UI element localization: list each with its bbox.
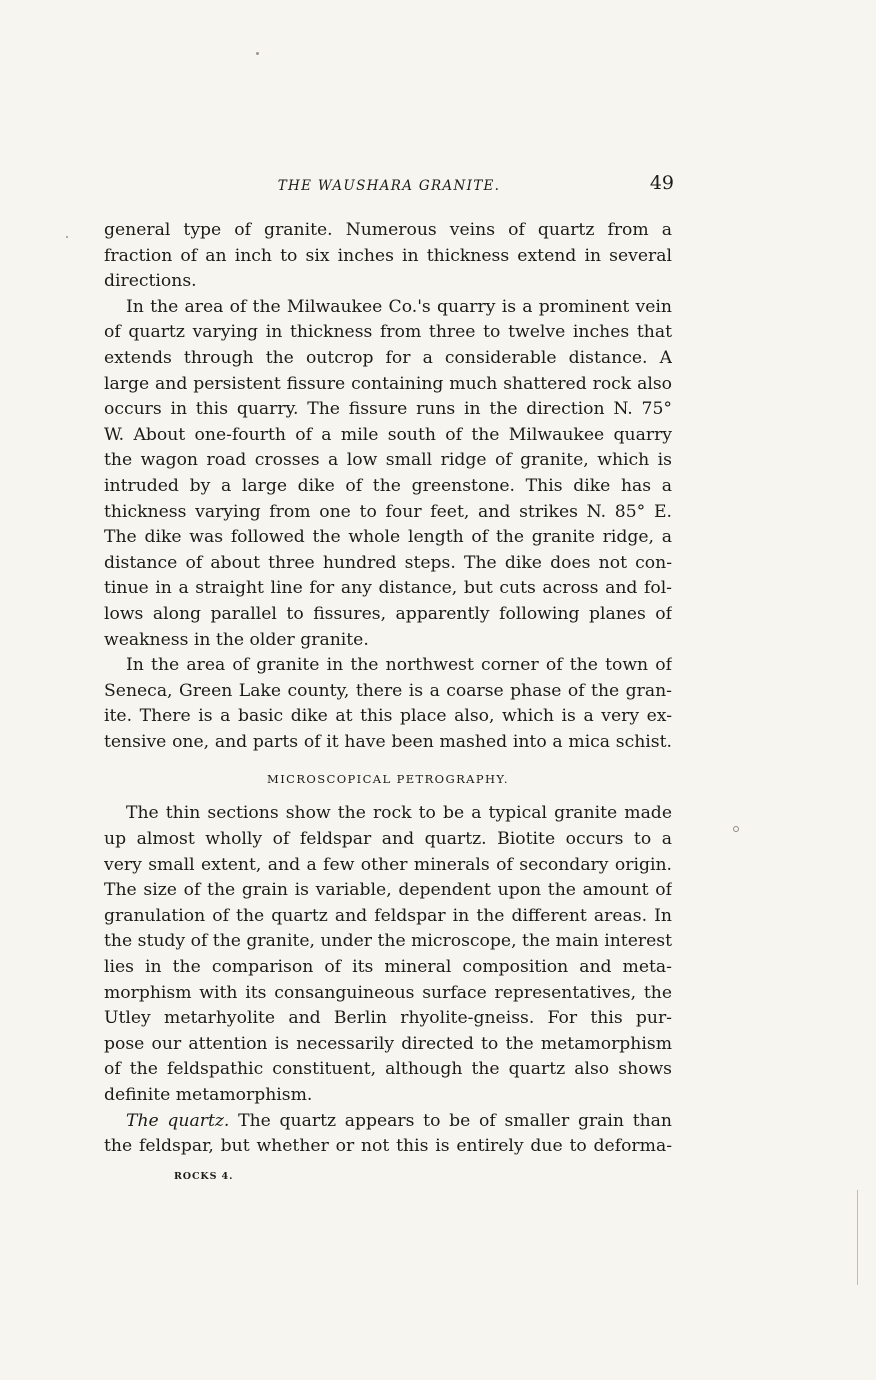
text-line: pose our attention is necessarily directed to the metamorphism bbox=[104, 1033, 672, 1054]
body-text bbox=[104, 218, 672, 1160]
signature-mark: ROCKS 4. bbox=[174, 1171, 234, 1182]
text-line: In the area of granite in the northwest corner of the town of bbox=[126, 655, 672, 676]
page-number: 49 bbox=[649, 172, 674, 194]
scan-speck bbox=[733, 826, 739, 832]
paragraph bbox=[104, 295, 672, 653]
text-line: The dike was followed the whole length of the granite ridge, a bbox=[104, 527, 672, 548]
paragraph bbox=[104, 801, 672, 1108]
text-line: ite. There is a basic dike at this place also, which is a very ex- bbox=[104, 706, 672, 727]
scan-edge-line bbox=[857, 1190, 858, 1285]
section-heading: MICROSCOPICAL PETROGRAPHY. bbox=[267, 772, 509, 787]
text-line: occurs in this quarry. The fissure runs in the direction N. 75° bbox=[104, 399, 672, 420]
text-line: W. About one-fourth of a mile south of the Milwaukee quarry bbox=[104, 424, 672, 445]
text-line: directions. bbox=[104, 271, 197, 292]
running-title: THE WAUSHARA GRANITE. bbox=[277, 178, 501, 194]
text-line: thickness varying from one to four feet, and strikes N. 85° E. bbox=[104, 501, 672, 522]
text-line: granulation of the quartz and feldspar in the different areas. In bbox=[104, 905, 672, 926]
text-line: lies in the comparison of its mineral composition and meta- bbox=[104, 957, 672, 978]
text-line: intruded by a large dike of the greenstone. This dike has a bbox=[104, 475, 672, 496]
text-line: weakness in the older granite. bbox=[104, 629, 369, 650]
text-line: distance of about three hundred steps. The dike does not con- bbox=[104, 552, 672, 573]
paragraph bbox=[104, 218, 672, 295]
italic-subject: The quartz. bbox=[126, 1110, 230, 1131]
text-line bbox=[104, 1109, 672, 1135]
text-line: morphism with its consanguineous surface representatives, the bbox=[104, 982, 672, 1003]
text-line: extends through the outcrop for a considerable distance. A bbox=[104, 347, 672, 368]
text-line: definite metamorphism. bbox=[104, 1085, 313, 1105]
text-line: up almost wholly of feldspar and quartz. Biotite occurs to a bbox=[104, 829, 672, 850]
text-line: general type of granite. Numerous veins of quartz from a bbox=[104, 220, 672, 240]
paragraph bbox=[104, 1109, 672, 1160]
text-line: of the feldspathic constituent, although the quartz also shows bbox=[104, 1059, 672, 1080]
text-line: In the area of the Milwaukee Co.'s quarry is a prominent vein bbox=[126, 296, 672, 317]
text-line: of quartz varying in thickness from three to twelve inches that bbox=[104, 322, 672, 343]
text-line: the wagon road crosses a low small ridge of granite, which is bbox=[104, 450, 672, 471]
text-line: the study of the granite, under the microscope, the main interest bbox=[104, 931, 672, 952]
text-line: the feldspar, but whether or not this is entirely due to deforma- bbox=[104, 1136, 672, 1157]
scan-speck bbox=[256, 52, 259, 55]
scan-speck bbox=[66, 236, 68, 238]
text-line: The thin sections show the rock to be a typical granite made bbox=[126, 803, 672, 824]
text-line: The size of the grain is variable, dependent upon the amount of bbox=[104, 880, 672, 901]
text-line: very small extent, and a few other minerals of secondary origin. bbox=[104, 854, 672, 875]
paragraph bbox=[104, 653, 672, 755]
text-line: lows along parallel to fissures, apparently following planes of bbox=[104, 603, 672, 624]
text-line: Seneca, Green Lake county, there is a coarse phase of the gran- bbox=[104, 680, 672, 701]
text-run: The quartz appears to be of smaller grain than bbox=[229, 1110, 672, 1131]
text-line: tensive one, and parts of it have been mashed into a mica schist. bbox=[104, 731, 672, 752]
text-line: fraction of an inch to six inches in thickness extend in several bbox=[104, 245, 672, 266]
page-header bbox=[104, 172, 674, 202]
text-line: tinue in a straight line for any distance, but cuts across and fol- bbox=[104, 578, 672, 599]
text-line: large and persistent fissure containing much shattered rock also bbox=[104, 373, 672, 394]
text-line: Utley metarhyolite and Berlin rhyolite-gneiss. For this pur- bbox=[104, 1008, 672, 1029]
